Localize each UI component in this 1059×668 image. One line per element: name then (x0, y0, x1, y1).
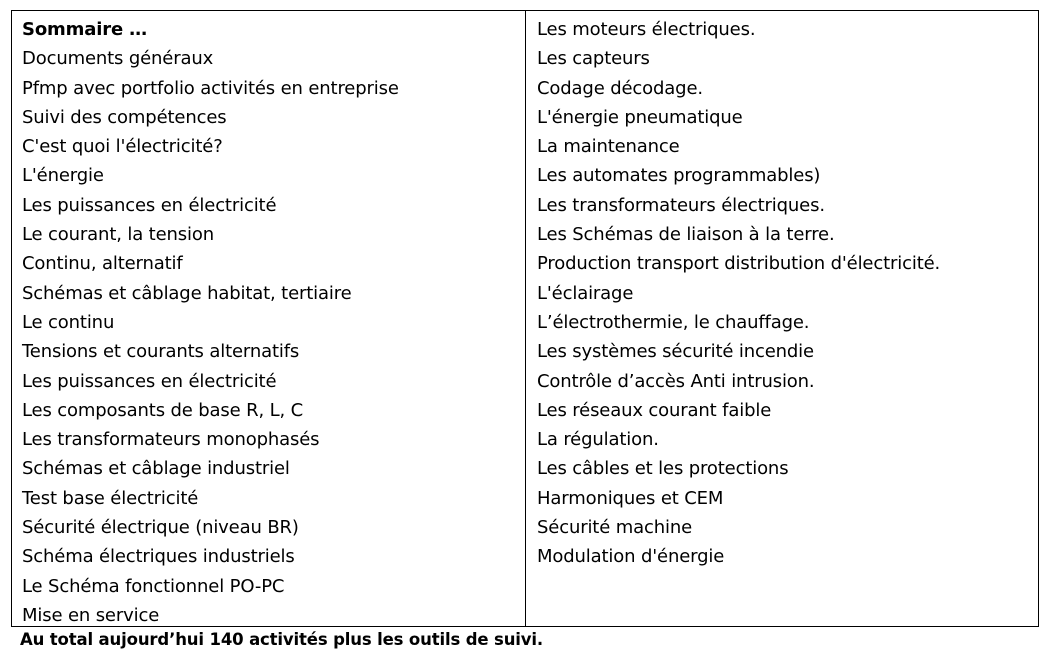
list-item: Les puissances en électricité (22, 194, 277, 216)
list-item: L'énergie pneumatique (537, 106, 743, 128)
list-item: C'est quoi l'électricité? (22, 136, 223, 158)
list-item: La régulation. (537, 429, 659, 451)
list-item: L'énergie (22, 165, 104, 187)
list-item: Test base électricité (22, 487, 199, 509)
list-item: Les transformateurs électriques. (537, 194, 825, 216)
list-item: Les moteurs électriques. (537, 19, 756, 40)
list-item: La maintenance (537, 136, 680, 158)
list-item: Codage décodage. (537, 77, 703, 99)
list-item: Les Schémas de liaison à la terre. (537, 224, 835, 246)
list-item: Les câbles et les protections (537, 458, 789, 480)
list-item: Les composants de base R, L, C (22, 399, 304, 421)
list-item: L'éclairage (537, 282, 634, 304)
list-item: Production transport distribution d'électricité. (537, 253, 941, 275)
list-item: Les transformateurs monophasés (22, 429, 320, 451)
list-item: Contrôle d’accès Anti intrusion. (537, 370, 815, 392)
list-item: Mise en service (22, 604, 160, 626)
list-item: Les réseaux courant faible (537, 399, 772, 421)
list-item: Documents généraux (22, 48, 214, 70)
list-item: Les puissances en électricité (22, 370, 277, 392)
list-item: Schéma électriques industriels (22, 546, 295, 568)
list-item: Sécurité électrique (niveau BR) (22, 517, 299, 539)
list-item: Le continu (22, 311, 115, 333)
summary-heading: Sommaire … (22, 19, 148, 40)
left-column (12, 11, 526, 626)
list-item: Tensions et courants alternatifs (22, 341, 300, 363)
list-item: Schémas et câblage habitat, tertiaire (22, 282, 352, 304)
list-item: Sécurité machine (537, 517, 693, 539)
right-column (526, 11, 1038, 626)
list-item: Schémas et câblage industriel (22, 458, 290, 480)
list-item: Suivi des compétences (22, 106, 227, 128)
list-item: Continu, alternatif (22, 253, 183, 275)
list-item: Harmoniques et CEM (537, 487, 724, 509)
list-item: Les automates programmables) (537, 165, 821, 187)
footer-note: Au total aujourd’hui 140 activités plus les outils de suivi. (20, 630, 544, 649)
summary-table (11, 10, 1039, 627)
list-item: Le courant, la tension (22, 224, 214, 246)
list-item: Pfmp avec portfolio activités en entreprise (22, 77, 399, 99)
list-item: Le Schéma fonctionnel PO-PC (22, 575, 285, 597)
list-item: Les systèmes sécurité incendie (537, 341, 814, 363)
list-item: L’électrothermie, le chauffage. (537, 311, 810, 333)
list-item: Les capteurs (537, 48, 650, 70)
list-item: Modulation d'énergie (537, 546, 725, 568)
